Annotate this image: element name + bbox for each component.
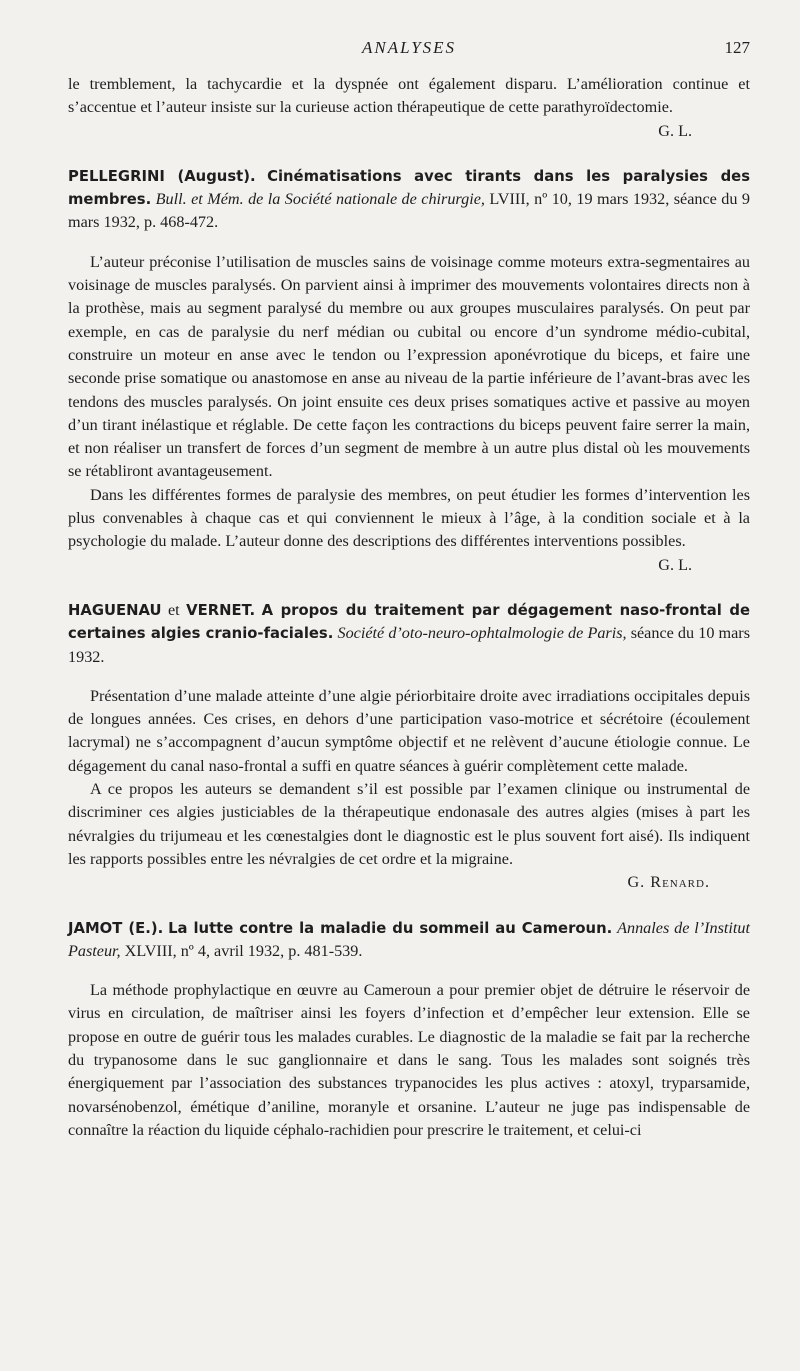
entry-title: La lutte contre la maladie du sommeil au Cameroun. [168,919,613,937]
entry-paragraph: L’auteur préconise l’utilisation de muscles sains de voisinage comme moteurs extra-segmentaires au voisinage de muscles paralysés. On parvient ainsi à imprimer des mouvements volontaires directs non à la prothèse, mais au segment paralysé du membre ou aux groupes musculaires paralysés. On peut par exemple, en cas de paralysie du nerf médian ou cubital ou encore d’un syndrome médio-cubital, construire un moteur en anse avec le tendon ou l’expression aponévrotique du biceps, et faire une seconde prise somatique ou anastomose en anse au niveau de la partie inférieure de l’avant-bras avec les tendons des muscles paralysés. On joint ensuite ces deux prises somatiques active et passive au moyen d’un tirant inélastique et réglable. De cette façon les contractions du biceps peuvent faire serrer la main, et non réaliser un transfert de forces d’un segment de membre à un autre plus distal où les mouvements se rétabliront avantageusement. [68,252,750,481]
previous-review-end [68,73,750,143]
review-entry-jamot [68,917,750,1143]
running-head [68,0,750,70]
entry-paragraph: A ce propos les auteurs se demandent s’il est possible par l’examen clinique ou instrumental de discriminer ces algies justiciables de la thérapeutique endonasale des autres algies (mises à part les névralgies du trijumeau et les cœnestalgies dont le diagnostic est le plus souvent fort aisé). Ils indiquent les rapports possibles entre les névralgies de cet ordre et la migraine. [68,780,750,868]
entry-heading [68,165,750,235]
previous-review-signature: G. L. [658,121,692,140]
review-entry-pellegrini [68,165,750,577]
review-entry-haguenau-vernet [68,599,750,895]
entry-paragraph: Présentation d’une malade atteinte d’une algie périorbitaire droite avec irradiations occipitales depuis de longues années. Ces crises, en dehors d’une participation vaso-motrice et sécrétoire (écoulement lacrymal) ne s’accompagnent d’aucun symptôme objectif et ne relèvent d’aucune étiologie connue. Le dégagement du canal naso-frontal a suffi en quatre séances à guérir complètement cette malade. [68,686,750,775]
page-number: 127 [724,38,750,57]
entry-source: Bull. et Mém. de la Société nationale de chirurgie, [155,190,485,209]
entry-source: Société d’oto-neuro-ophtalmologie de Paris, [337,624,627,643]
entry-author-1: HAGUENAU [68,601,162,619]
entry-authors: PELLEGRINI (August). [68,167,256,185]
entry-citation: LVIII, nº 10, 19 mars 1932, séance du 9 mars 1932, p. 468-472. [68,190,751,232]
entry-source: Annales de l’Institut Pasteur, [68,918,751,960]
entry-paragraph: La méthode prophylactique en œuvre au Cameroun a pour premier objet de détruire le réservoir de virus en circulation, de maîtriser ainsi les foyers d’infection et d’empêcher leur extension. Elle se propose en outre de guérir tous les malades curables. Le diagnostic de la maladie se fait par la recherche du trypanosome dans le suc ganglionnaire et dans le sang. Tous les malades sont soignés très énergiquement par l’association des substances trypanocides les plus actives : atoxyl, tryparsamide, novarsénobenzol, émétique d’aniline, moranyle et orsanine. L’auteur ne juge pas indispensable de connaître la réaction du liquide céphalo-rachidien pour prescrire le traitement, et celui-ci [68,981,750,1139]
entry-author-2: VERNET. [186,601,256,619]
entry-authors: JAMOT (E.). [68,919,164,937]
running-head-title: ANALYSES [361,38,457,57]
entry-heading [68,917,750,964]
previous-review-text: le tremblement, la tachycardie et la dyspnée ont également disparu. L’amélioration continue et s’accentue et l’auteur insiste sur la curieuse action thérapeutique de cette parathyroïdectomie. [68,75,750,117]
entry-signature: G. L. [658,555,692,574]
entry-title: A propos du traitement par dégagement naso-frontal de certaines algies cranio-faciales. [68,601,751,643]
entry-authors-join: et [167,600,180,619]
entry-paragraph: Dans les différentes formes de paralysie des membres, on peut étudier les formes d’intervention les plus convenables à chaque cas et qui conviennent le mieux à l’âge, à la condition sociale et à la psychologie du malade. L’auteur donne des descriptions des différentes interventions possibles. [68,485,750,551]
entry-heading [68,599,750,669]
entry-citation: séance du 10 mars 1932. [68,624,750,666]
entry-signature: G. Renard. [627,873,710,892]
entry-citation: XLVIII, nº 4, avril 1932, p. 481-539. [124,941,363,960]
entry-title: Cinématisations avec tirants dans les paralysies des membres. [68,167,751,209]
